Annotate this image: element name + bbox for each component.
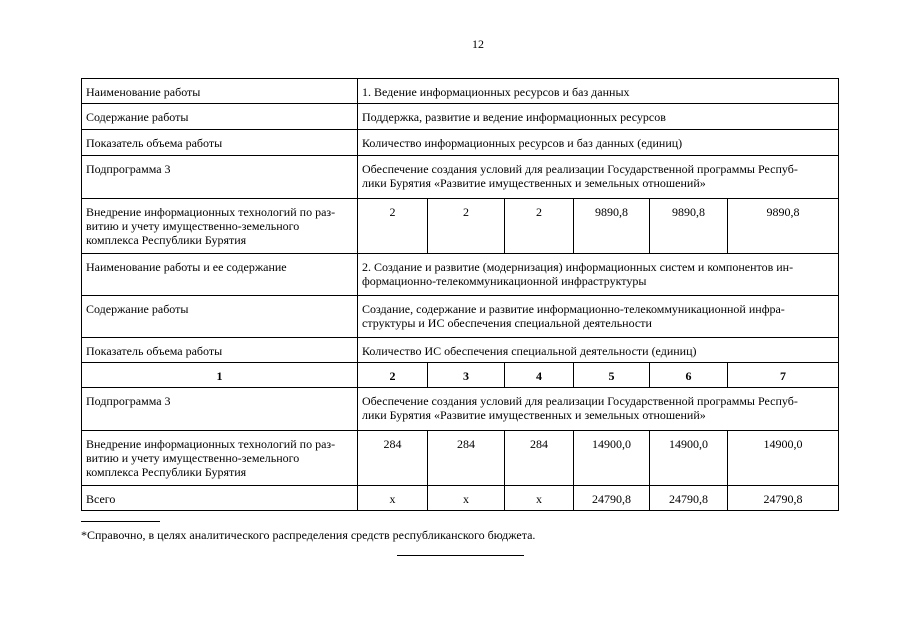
cell-line: лики Бурятия «Развитие имущественных и земельных отношений» <box>362 408 706 422</box>
table-row <box>82 79 839 104</box>
row-label-cell <box>82 130 358 156</box>
row-text-cell <box>358 79 839 104</box>
table-row <box>82 296 839 338</box>
table-row <box>82 338 839 363</box>
row-text-cell <box>358 254 839 296</box>
row-label-cell <box>82 156 358 199</box>
value-cell: 284 <box>505 431 574 486</box>
row-label-cell <box>82 104 358 130</box>
row-label-cell <box>82 431 358 486</box>
value-cell: 2 <box>428 199 505 254</box>
value-cell: 9890,8 <box>650 199 728 254</box>
cell-line: Подпрограмма 3 <box>86 394 171 408</box>
value-cell: 284 <box>428 431 505 486</box>
table-row <box>82 388 839 431</box>
footnote-divider <box>81 521 160 522</box>
column-number: 1 <box>82 363 358 388</box>
cell-line: Показатель объема работы <box>86 136 223 150</box>
row-label-cell <box>82 388 358 431</box>
table-row <box>82 199 839 254</box>
cell-line: Создание, содержание и развитие информационно-телекоммуникационной инфра- <box>362 302 785 316</box>
value-cell: 14900,0 <box>728 431 839 486</box>
cell-line: формационно-телекоммуникационной инфраструктуры <box>362 274 647 288</box>
column-number: 7 <box>728 363 839 388</box>
row-text-cell <box>358 130 839 156</box>
column-number-row <box>82 363 839 388</box>
cell-line: 1. Ведение информационных ресурсов и баз данных <box>362 85 630 99</box>
row-label-cell <box>82 254 358 296</box>
cell-line: комплекса Республики Бурятия <box>86 465 247 479</box>
cell-line: Содержание работы <box>86 110 189 124</box>
row-label-cell <box>82 199 358 254</box>
footnote: *Справочно, в целях аналитического распределения средств республиканского бюджета. <box>81 528 536 542</box>
table-row <box>82 130 839 156</box>
cell-line: Внедрение информационных технологий по раз- <box>86 205 336 219</box>
column-number: 2 <box>358 363 428 388</box>
row-text-cell <box>358 296 839 338</box>
cell-line: Содержание работы <box>86 302 189 316</box>
value-cell: 2 <box>505 199 574 254</box>
cell-line: комплекса Республики Бурятия <box>86 233 247 247</box>
column-number: 6 <box>650 363 728 388</box>
table-row <box>82 156 839 199</box>
cell-line: Наименование работы <box>86 85 201 99</box>
cell-line: Наименование работы и ее содержание <box>86 260 287 274</box>
cell-line: витию и учету имущественно-земельного <box>86 451 300 465</box>
column-number: 5 <box>574 363 650 388</box>
cell-line: Внедрение информационных технологий по раз- <box>86 437 336 451</box>
cell-line: Количество ИС обеспечения специальной деятельности (единиц) <box>362 344 697 358</box>
value-cell: х <box>505 486 574 511</box>
cell-line: Обеспечение создания условий для реализации Государственной программы Респуб- <box>362 162 798 176</box>
value-cell: 284 <box>358 431 428 486</box>
row-text-cell <box>358 388 839 431</box>
column-number: 4 <box>505 363 574 388</box>
row-text-cell <box>358 156 839 199</box>
table-row <box>82 104 839 130</box>
cell-line: Всего <box>86 492 116 506</box>
value-cell: х <box>358 486 428 511</box>
total-row <box>82 486 839 511</box>
value-cell: 14900,0 <box>574 431 650 486</box>
cell-line: 2. Создание и развитие (модернизация) информационных систем и компонентов ин- <box>362 260 794 274</box>
row-label-cell <box>82 338 358 363</box>
page-number: 12 <box>472 37 484 51</box>
cell-line: Обеспечение создания условий для реализации Государственной программы Респуб- <box>362 394 798 408</box>
end-divider <box>397 555 524 556</box>
row-label-cell <box>82 486 358 511</box>
value-cell: 14900,0 <box>650 431 728 486</box>
row-label-cell <box>82 296 358 338</box>
value-cell: 2 <box>358 199 428 254</box>
cell-line: Поддержка, развитие и ведение информационных ресурсов <box>362 110 666 124</box>
cell-line: Количество информационных ресурсов и баз данных (единиц) <box>362 136 683 150</box>
value-cell: 9890,8 <box>728 199 839 254</box>
cell-line: лики Бурятия «Развитие имущественных и земельных отношений» <box>362 176 706 190</box>
column-number: 3 <box>428 363 505 388</box>
value-cell: 9890,8 <box>574 199 650 254</box>
value-cell: х <box>428 486 505 511</box>
budget-table <box>81 78 839 511</box>
table-row <box>82 254 839 296</box>
value-cell: 24790,8 <box>650 486 728 511</box>
table-row <box>82 431 839 486</box>
row-text-cell <box>358 104 839 130</box>
value-cell: 24790,8 <box>728 486 839 511</box>
value-cell: 24790,8 <box>574 486 650 511</box>
cell-line: структуры и ИС обеспечения специальной деятельности <box>362 316 652 330</box>
cell-line: Подпрограмма 3 <box>86 162 171 176</box>
cell-line: Показатель объема работы <box>86 344 223 358</box>
cell-line: витию и учету имущественно-земельного <box>86 219 300 233</box>
row-text-cell <box>358 338 839 363</box>
row-label-cell <box>82 79 358 104</box>
